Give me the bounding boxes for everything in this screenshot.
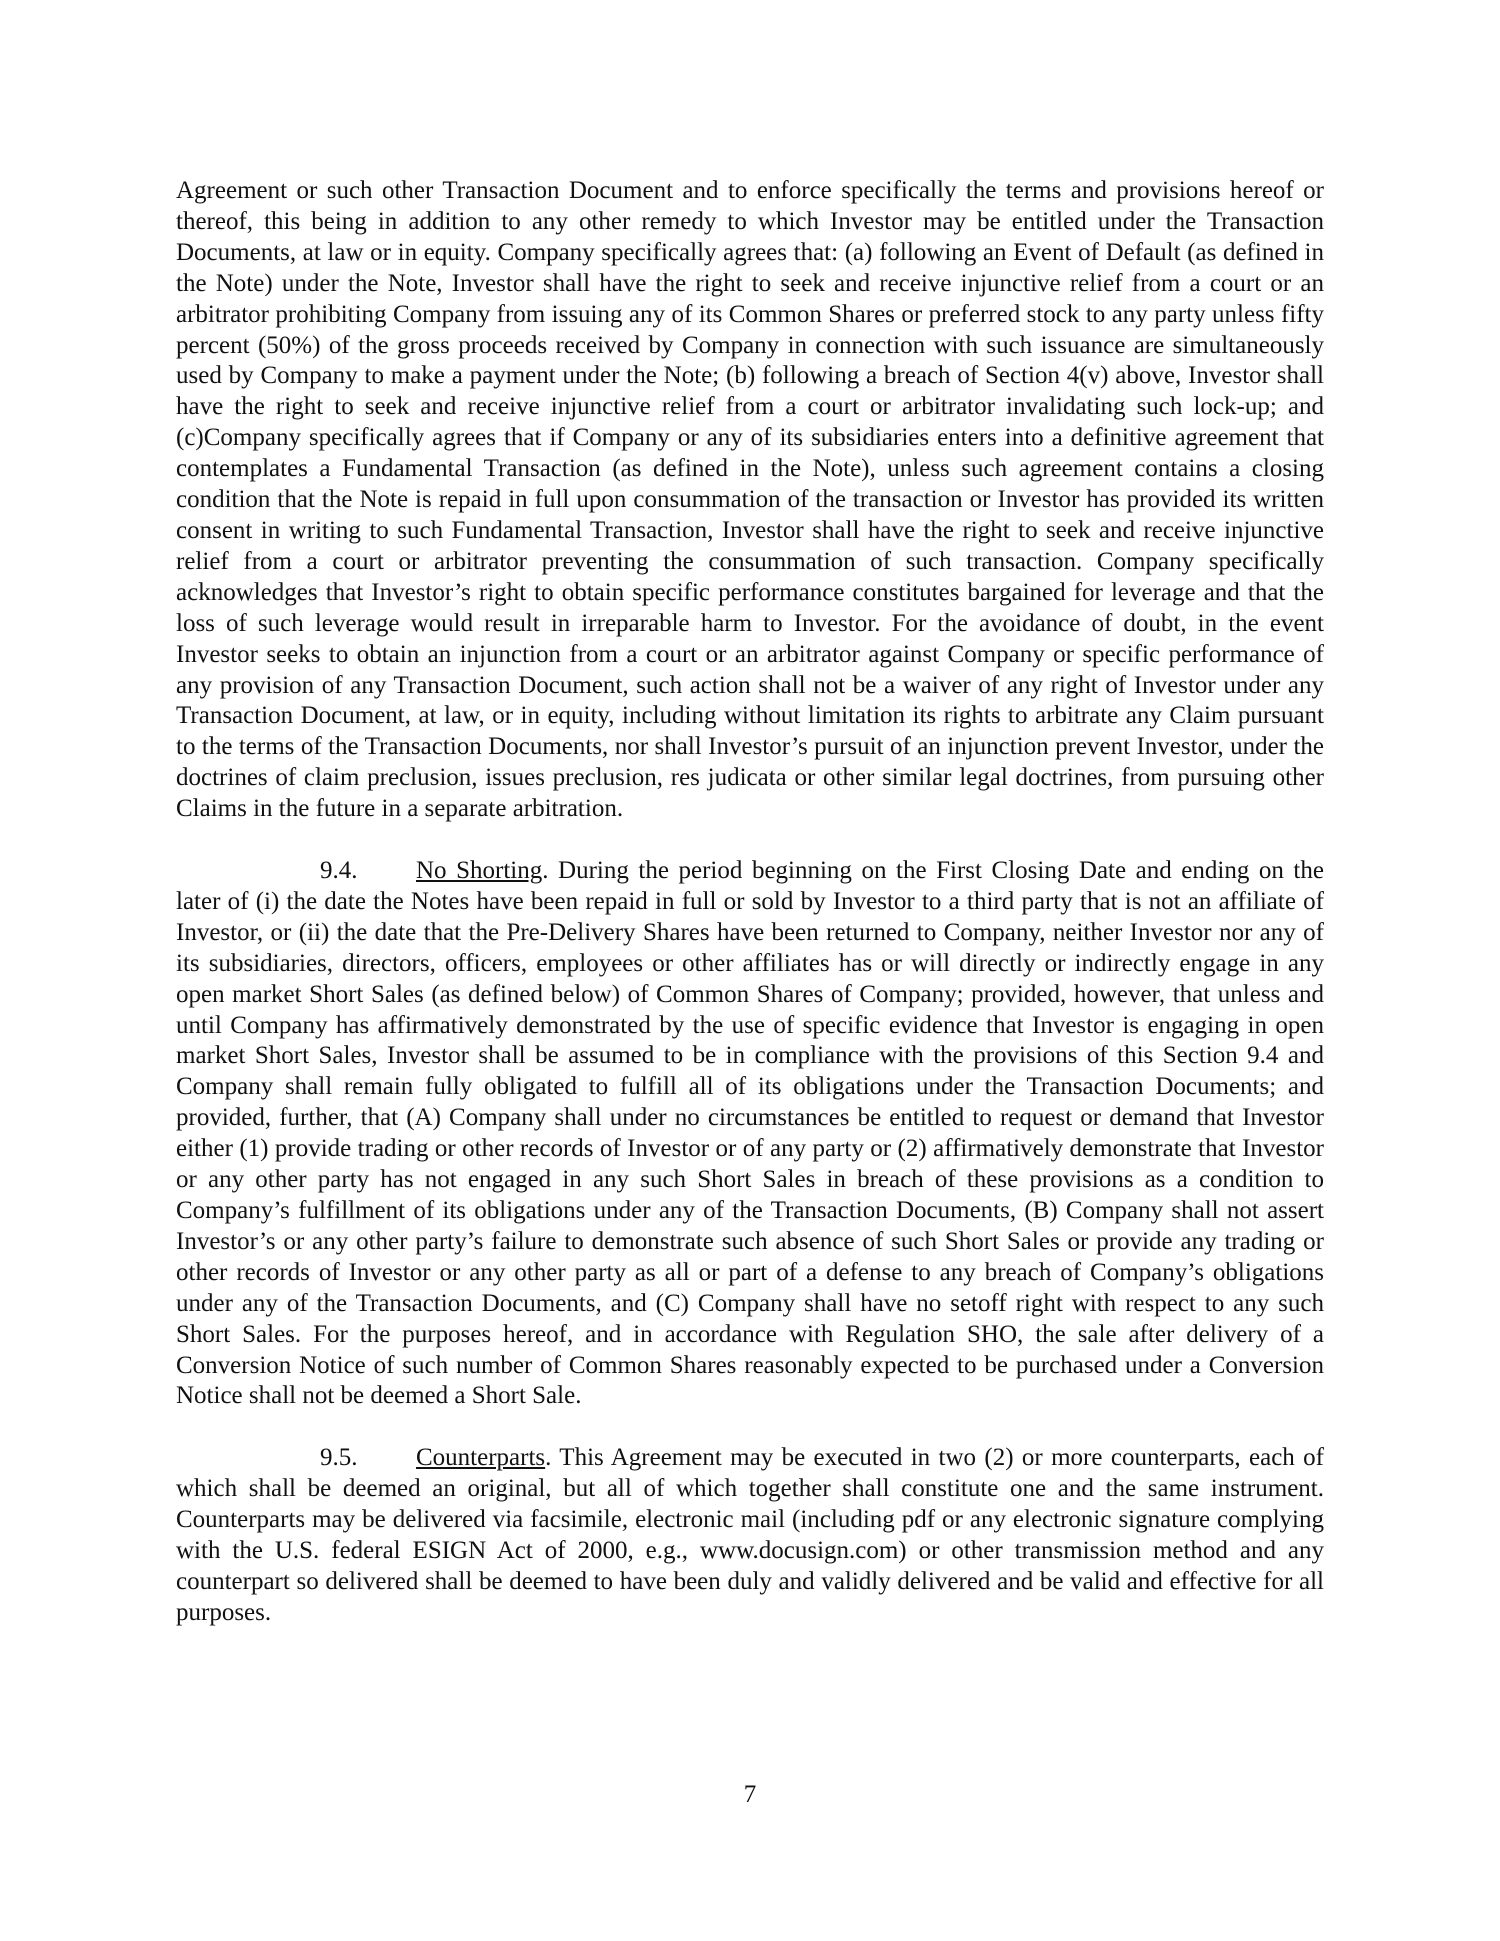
- document-body: [176, 176, 1324, 1660]
- section-9-5-text: . This Agreement may be executed in two (2) or more counterparts, each of which shall be deemed an original, but all of which together shall constitute one and the same instrument. Counterparts may be delivered via facsimile, electronic mail (including pdf or any electronic signature complying with the U.S. federal ESIGN Act of 2000, e.g., www.docusign.com) or other transmission method and any counterpart so delivered shall be deemed to have been duly and validly delivered and be valid and effective for all purposes.: [176, 1444, 1324, 1626]
- page-number: 7: [743, 1781, 757, 1808]
- section-9-5: [176, 1443, 1324, 1628]
- section-9-4-title: No Shorting: [416, 857, 543, 885]
- section-9-4-number: 9.4.: [320, 857, 358, 885]
- section-9-5-title: Counterparts: [416, 1444, 546, 1472]
- section-9-4-text: . During the period beginning on the First Closing Date and ending on the later of (i) the date the Notes have been repaid in full or sold by Investor to a third party that is not an affiliate of Investor, or (ii) the date that the Pre-Delivery Shares have been returned to Company, neither Investor nor any of its subsidiaries, directors, officers, employees or other affiliates has or will directly or indirectly engage in any open market Short Sales (as defined below) of Common Shares of Company; provided, however, that unless and until Company has affirmatively demonstrated by the use of specific evidence that Investor is engaging in open market Short Sales, Investor shall be assumed to be in compliance with the provisions of this Section 9.4 and Company shall remain fully obligated to fulfill all of its obligations under the Transaction Documents; and provided, further, that (A) Company shall under no circumstances be entitled to request or demand that Investor either (1) provide trading or other records of Investor or of any party or (2) affirmatively demonstrate that Investor or any other party has not engaged in any such Short Sales in breach of these provisions as a condition to Company’s fulfillment of its obligations under any of the Transaction Documents, (B) Company shall not assert Investor’s or any other party’s failure to demonstrate such absence of such Short Sales or provide any trading or other records of Investor or any other party as all or part of a defense to any breach of Company’s obligations under any of the Transaction Documents, and (C) Company shall have no setoff right with respect to any such Short Sales. For the purposes hereof, and in accordance with Regulation SHO, the sale after delivery of a Conversion Notice of such number of Common Shares reasonably expected to be purchased under a Conversion Notice shall not be deemed a Short Sale.: [176, 857, 1324, 1410]
- paragraph-continued: Agreement or such other Transaction Document and to enforce specifically the terms and provisions hereof or thereof, this being in addition to any other remedy to which Investor may be entitled under the Transaction Documents, at law or in equity. Company specifically agrees that: (a) following an Event of Default (as defined in the Note) under the Note, Investor shall have the right to seek and receive injunctive relief from a court or an arbitrator prohibiting Company from issuing any of its Common Shares or preferred stock to any party unless fifty percent (50%) of the gross proceeds received by Company in connection with such issuance are simultaneously used by Company to make a payment under the Note; (b) following a breach of Section 4(v) above, Investor shall have the right to seek and receive injunctive relief from a court or arbitrator invalidating such lock-up; and (c)Company specifically agrees that if Company or any of its subsidiaries enters into a definitive agreement that contemplates a Fundamental Transaction (as defined in the Note), unless such agreement contains a closing condition that the Note is repaid in full upon consummation of the transaction or Investor has provided its written consent in writing to such Fundamental Transaction, Investor shall have the right to seek and receive injunctive relief from a court or arbitrator preventing the consummation of such transaction. Company specifically acknowledges that Investor’s right to obtain specific performance constitutes bargained for leverage and that the loss of such leverage would result in irreparable harm to Investor. For the avoidance of doubt, in the event Investor seeks to obtain an injunction from a court or an arbitrator against Company or specific performance of any provision of any Transaction Document, such action shall not be a waiver of any right of Investor under any Transaction Document, at law, or in equity, including without limitation its rights to arbitrate any Claim pursuant to the terms of the Transaction Documents, nor shall Investor’s pursuit of an injunction prevent Investor, under the doctrines of claim preclusion, issues preclusion, res judicata or other similar legal doctrines, from pursuing other Claims in the future in a separate arbitration.: [176, 177, 1324, 823]
- section-9-5-number: 9.5.: [320, 1444, 358, 1472]
- section-9-4: [176, 856, 1324, 1412]
